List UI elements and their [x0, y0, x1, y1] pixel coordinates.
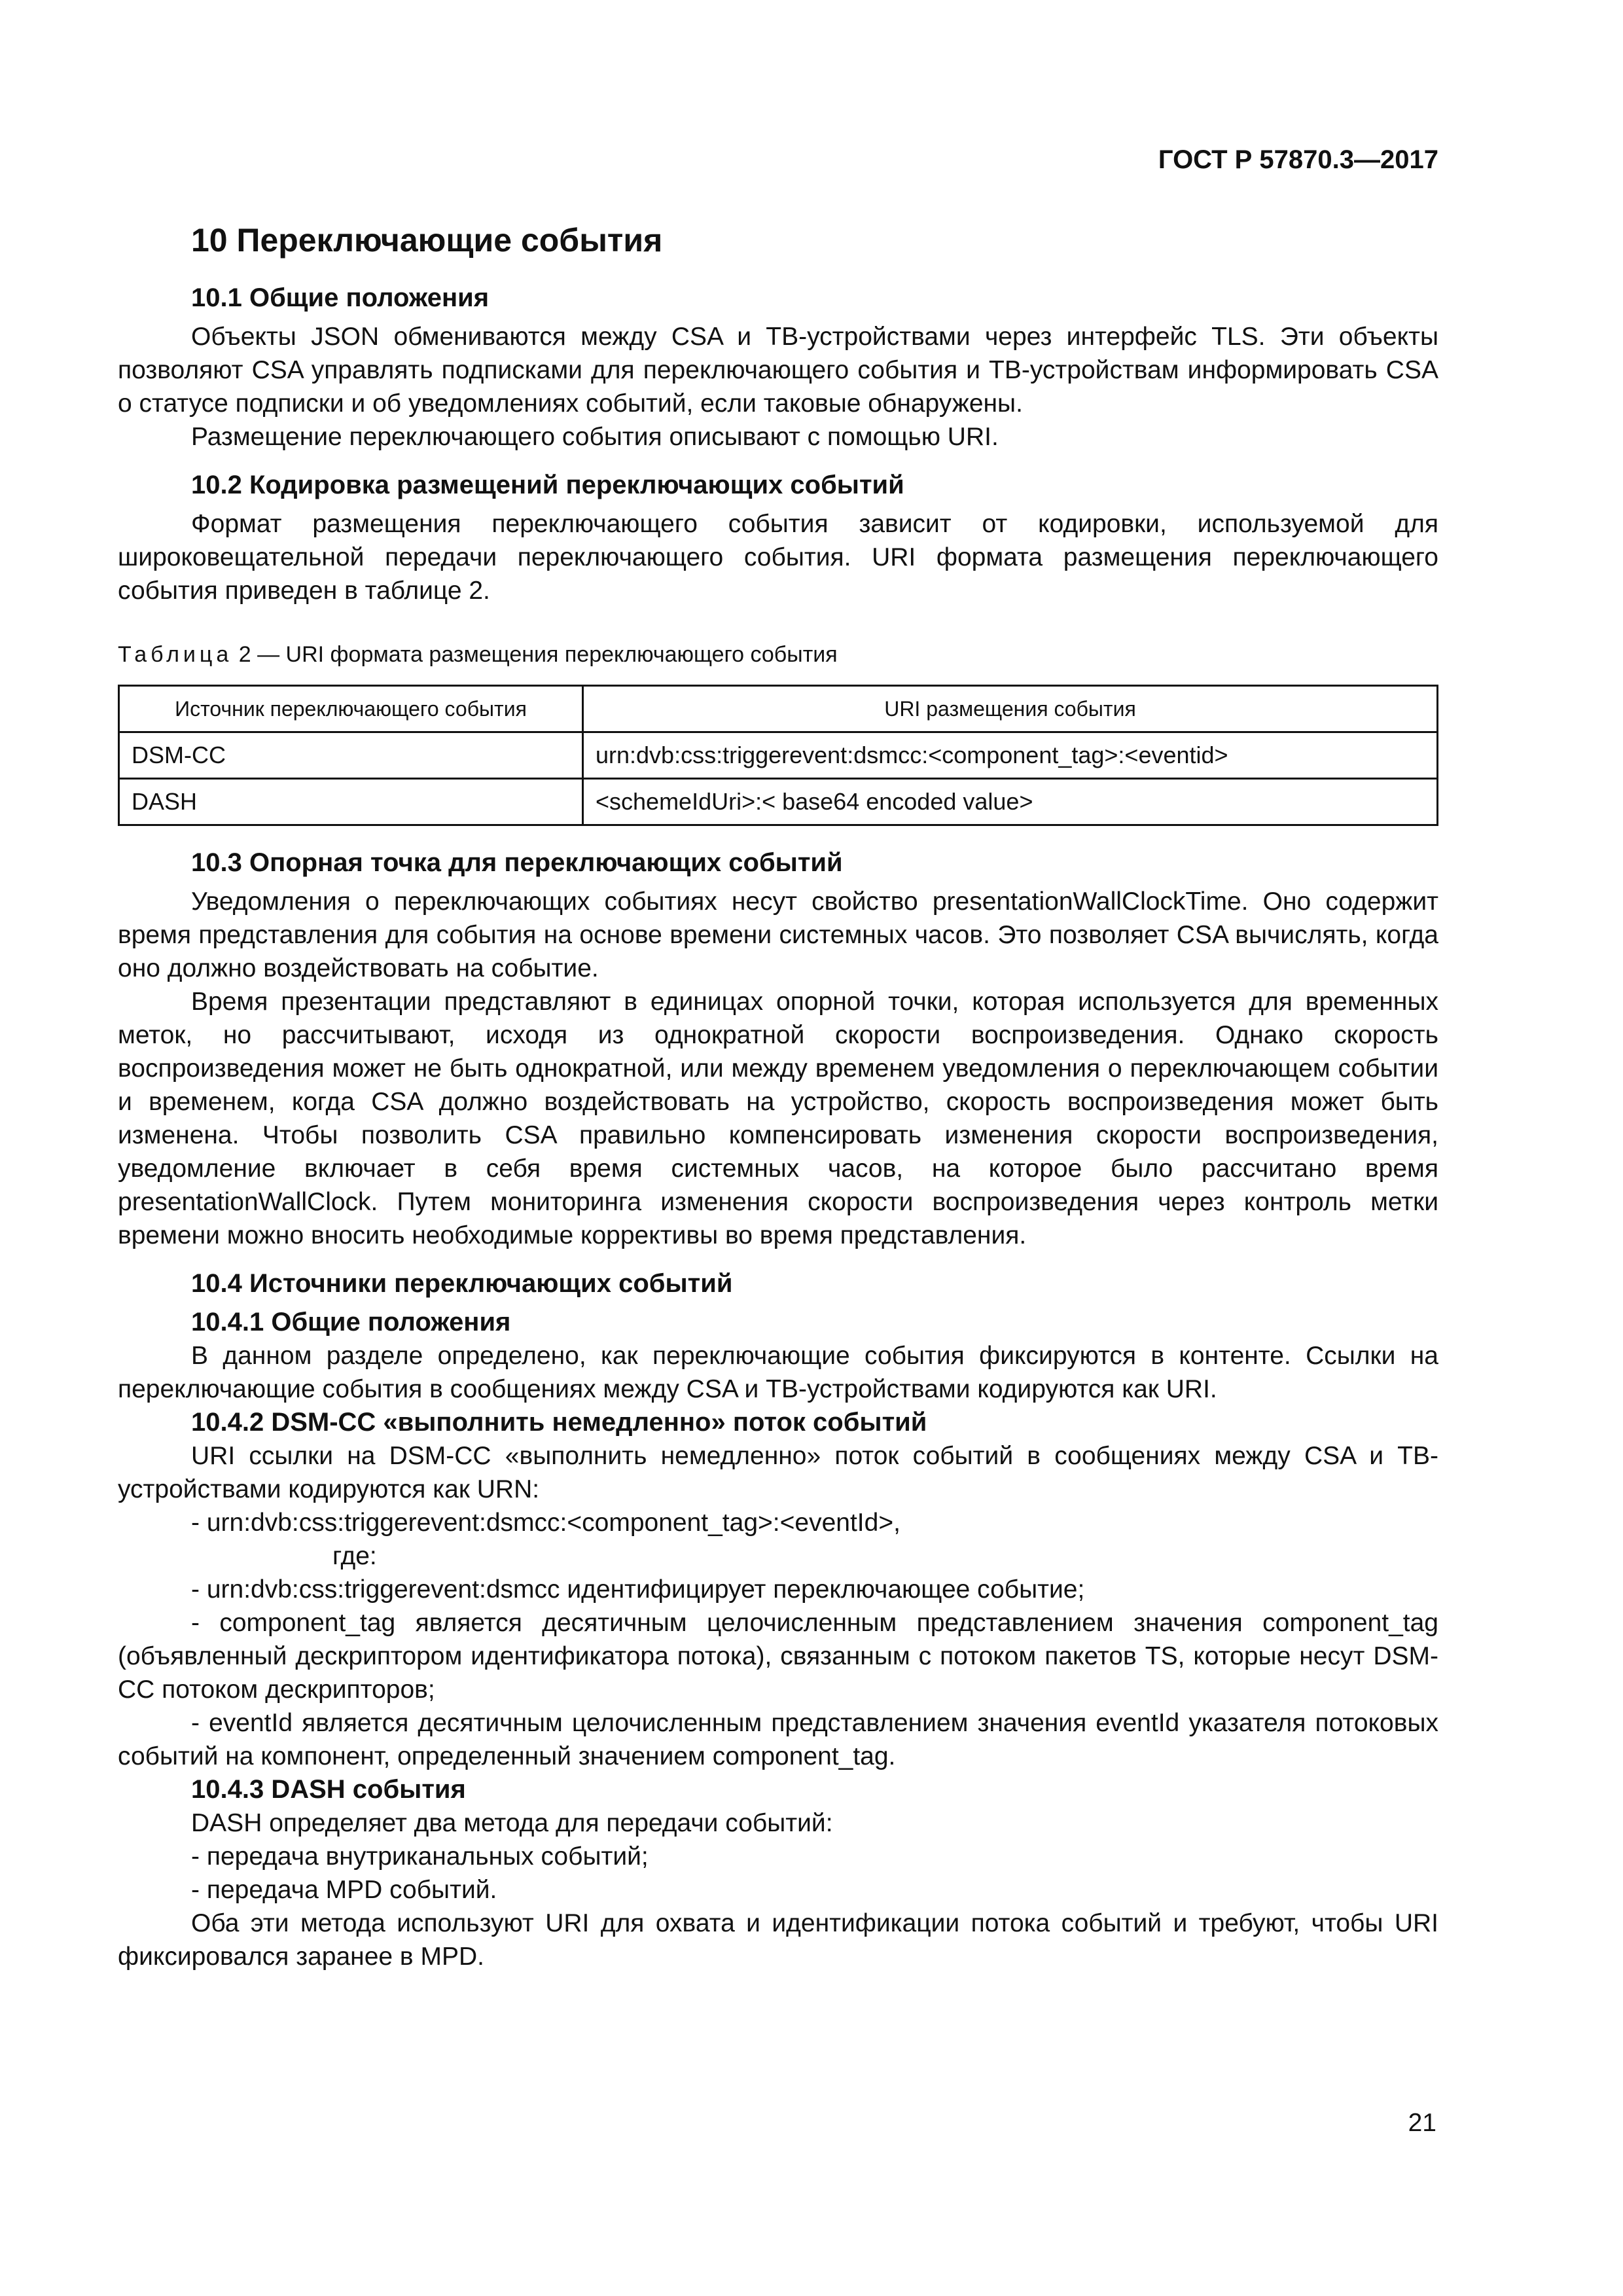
document-id: ГОСТ Р 57870.3—2017	[1158, 145, 1438, 174]
main-content	[118, 219, 1438, 1973]
subsection-title-10-1: 10.1 Общие положения	[191, 283, 490, 312]
table-header-row	[119, 686, 1438, 732]
paragraph: Формат размещения переключающего события зависит от кодировки, используемой для широковещательной передачи переключающего события. URI формата размещения переключающего события приведен в таблице 2.	[118, 510, 1438, 605]
section-title: 10 Переключающие события	[191, 222, 663, 259]
subsection-title-10-4-2: 10.4.2 DSM-CC «выполнить немедленно» поток событий	[191, 1408, 927, 1437]
subsection-title-10-4-1: 10.4.1 Общие положения	[191, 1308, 511, 1336]
paragraph: Оба эти метода используют URI для охвата и идентификации потока событий и требуют, чтобы URI фиксировался заранее в MPD.	[118, 1909, 1438, 1971]
table-header-cell: Источник переключающего события	[119, 686, 583, 732]
paragraph: Объекты JSON обмениваются между CSA и ТВ-устройствами через интерфейс TLS. Эти объекты позволяют CSA управлять подписками для переключающего события и ТВ-устройствам информировать CSA о статусе подписки и об уведомлениях событий, если таковые обнаружены.	[118, 323, 1438, 418]
table-cell: DSM-CC	[119, 732, 583, 779]
subsection-title-10-2: 10.2 Кодировка размещений переключающих событий	[191, 471, 904, 499]
page-number: 21	[1408, 2109, 1436, 2137]
subsection-title-10-3: 10.3 Опорная точка для переключающих событий	[191, 848, 843, 877]
paragraph: В данном разделе определено, как переключающие события фиксируются в контенте. Ссылки на переключающие события в сообщениях между CSA и ТВ-устройствами кодируются как URI.	[118, 1342, 1438, 1403]
table-caption-text: 2 — URI формата размещения переключающего события	[232, 642, 838, 667]
subsection-title-10-4: 10.4 Источники переключающих событий	[191, 1269, 733, 1298]
paragraph: где:	[332, 1542, 377, 1570]
table-header-cell: URI размещения события	[583, 686, 1438, 732]
list-item: - передача внутриканальных событий;	[191, 1842, 649, 1871]
table-row	[119, 732, 1438, 779]
paragraph: Время презентации представляют в единицах опорной точки, которая используется для временных меток, но рассчитывают, исходя из однократной скорости воспроизведения. Однако скорость воспроизведения может не быть однократной, или между временем уведомления о переключающем событии и временем, когда CSA должно воздействовать на устройство, скорость воспроизведения может быть изменена. Чтобы позволить CSA правильно компенсировать изменения скорости воспроизведения, уведомление включает в себя время системных часов, на которое было рассчитано время presentationWallClock. Путем мониторинга изменения скорости воспроизведения через контроль метки времени можно вносить необходимые коррективы во время представления.	[118, 988, 1438, 1249]
table-cell: urn:dvb:css:triggerevent:dsmcc:<component_tag>:<eventid>	[583, 732, 1438, 779]
paragraph: Уведомления о переключающих событиях несут свойство presentationWallClockTime. Оно содержит время представления для события на основе времени системных часов. Это позволяет CSA вычислять, когда оно должно воздействовать на событие.	[118, 888, 1438, 982]
list-item: - eventId является десятичным целочисленным представлением значения eventId указателя потоковых событий на компонент, определенный значением component_tag.	[118, 1709, 1438, 1770]
event-uri-table	[118, 685, 1438, 826]
subsection-title-10-4-3: 10.4.3 DASH события	[191, 1775, 466, 1804]
table-caption-label: Таблица	[118, 642, 233, 667]
table-row	[119, 779, 1438, 825]
list-item: - urn:dvb:css:triggerevent:dsmcc идентифицирует переключающее событие;	[191, 1575, 1085, 1604]
table-caption	[118, 640, 1438, 669]
table-cell: <schemeIdUri>:< base64 encoded value>	[583, 779, 1438, 825]
paragraph: Размещение переключающего события описывают с помощью URI.	[191, 423, 999, 451]
list-item: - component_tag является десятичным целочисленным представлением значения component_tag (объявленный дескриптором идентификатора потока), связанным с потоком пакетов TS, которые несут DSM-CC потоком дескрипторов;	[118, 1609, 1438, 1704]
paragraph: DASH определяет два метода для передачи событий:	[191, 1809, 833, 1837]
list-item: - urn:dvb:css:triggerevent:dsmcc:<component_tag>:<eventId>,	[191, 1509, 901, 1537]
paragraph: URI ссылки на DSM-CC «выполнить немедленно» поток событий в сообщениях между CSA и ТВ-устройствами кодируются как URN:	[118, 1442, 1438, 1503]
list-item: - передача MPD событий.	[191, 1876, 497, 1904]
table-cell: DASH	[119, 779, 583, 825]
